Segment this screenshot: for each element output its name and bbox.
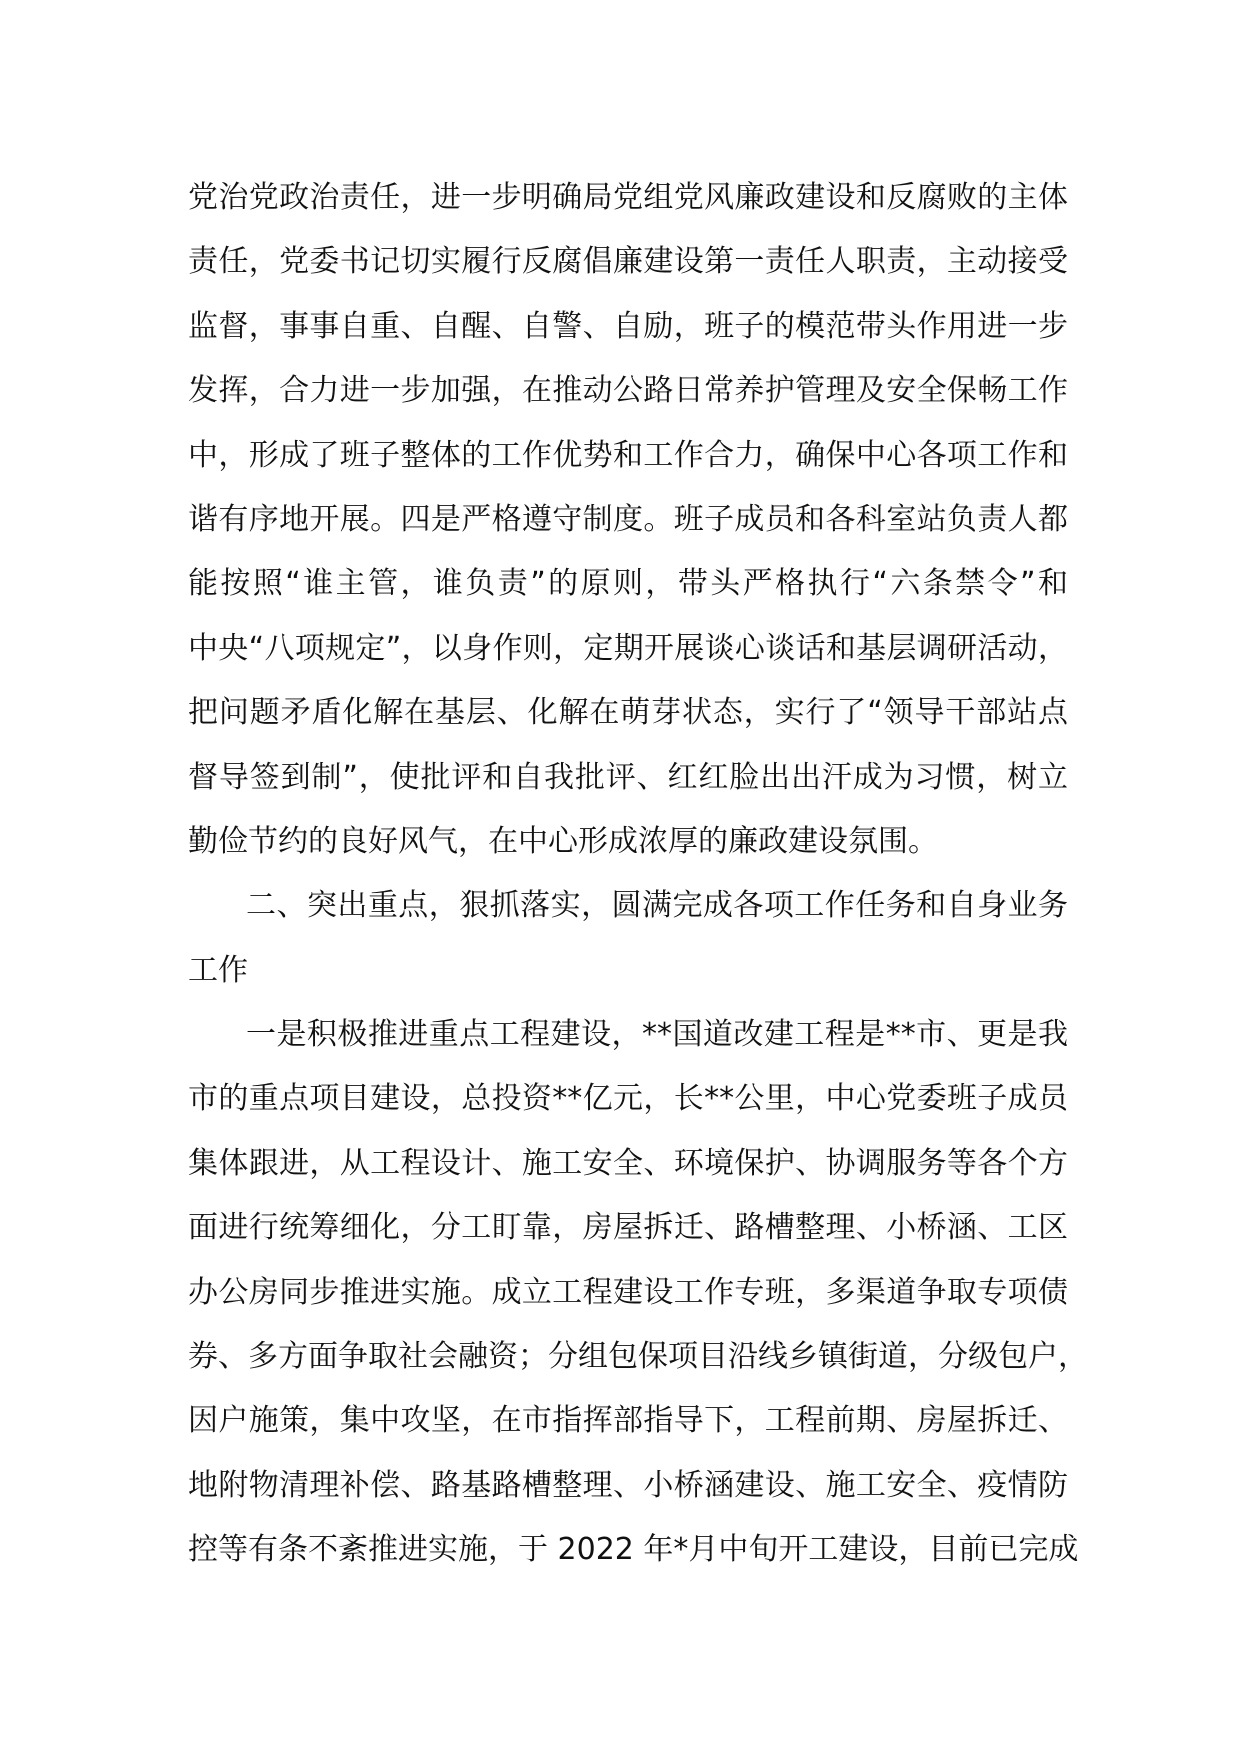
text-line: 一是积极推进重点工程建设，**国道改建工程是**市、更是我 [246, 1017, 1068, 1053]
text-line: 能按照“谁主管，谁负责”的原则，带头严格执行“六条禁令”和 [188, 566, 1068, 602]
text-line: 市的重点项目建设，总投资**亿元，长**公里，中心党委班子成员 [188, 1081, 1068, 1117]
text-line: 中，形成了班子整体的工作优势和工作合力，确保中心各项工作和 [188, 437, 1068, 473]
text-line: 券、多方面争取社会融资；分组包保项目沿线乡镇街道，分级包户， [188, 1339, 1088, 1375]
text-line: 勤俭节约的良好风气，在中心形成浓厚的廉政建设氛围。 [188, 823, 938, 859]
text-line: 党治党政治责任，进一步明确局党组党风廉政建设和反腐败的主体 [188, 180, 1068, 215]
text-line: 因户施策，集中攻坚，在市指挥部指导下，工程前期、房屋拆迁、 [188, 1403, 1068, 1439]
text-line: 办公房同步推进实施。成立工程建设工作专班，多渠道争取专项债 [188, 1274, 1068, 1310]
text-line: 集体跟进，从工程设计、施工安全、环境保护、协调服务等各个方 [188, 1145, 1068, 1181]
document-body [188, 166, 1088, 1583]
heading-line: 二、突出重点，狠抓落实，圆满完成各项工作任务和自身业务 [246, 888, 1068, 924]
section-heading [188, 874, 1068, 1003]
text-line: 地附物清理补偿、路基路槽整理、小桥涵建设、施工安全、疫情防 [188, 1467, 1068, 1503]
text-line: 把问题矛盾化解在基层、化解在萌芽状态，实行了“领导干部站点 [188, 695, 1068, 731]
text-line: 督导签到制”，使批评和自我批评、红红脸出出汗成为习惯，树立 [188, 759, 1068, 795]
text-line: 谐有序地开展。四是严格遵守制度。班子成员和各科室站负责人都 [188, 501, 1068, 537]
text-line: 监督，事事自重、自醒、自警、自励，班子的模范带头作用进一步 [188, 308, 1068, 344]
text-line: 面进行统筹细化，分工盯靠，房屋拆迁、路槽整理、小桥涵、工区 [188, 1210, 1068, 1246]
text-line: 中央“八项规定”，以身作则，定期开展谈心谈话和基层调研活动， [188, 630, 1068, 666]
text-line: 控等有条不紊推进实施，于 2022 年*月中旬开工建设，目前已完成 [188, 1532, 1079, 1568]
paragraph [188, 1003, 1088, 1583]
paragraph-continuation [188, 166, 1068, 874]
text-line: 发挥，合力进一步加强，在推动公路日常养护管理及安全保畅工作 [188, 373, 1068, 409]
heading-line: 工作 [188, 952, 248, 988]
text-line: 责任，党委书记切实履行反腐倡廉建设第一责任人职责，主动接受 [188, 244, 1068, 280]
